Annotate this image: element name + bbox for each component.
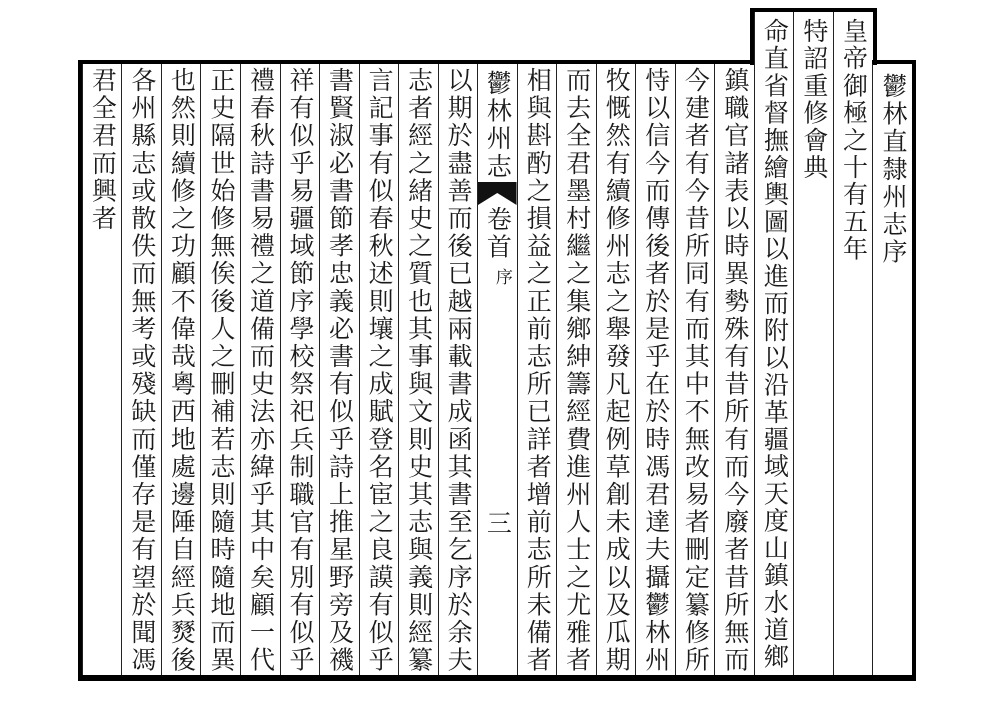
text-column bbox=[675, 64, 715, 675]
page-number: 三 bbox=[483, 510, 513, 538]
column-text: 書賢淑必書節孝忠義必書有似乎詩上推星野旁及禨 bbox=[325, 67, 355, 675]
center-section-label: 卷首 bbox=[483, 206, 513, 262]
text-column bbox=[200, 64, 240, 675]
column-text: 禮春秋詩書易禮之道備而史法亦緯乎其中矣顧一代 bbox=[246, 67, 276, 675]
text-column bbox=[161, 64, 201, 675]
text-column bbox=[438, 64, 478, 675]
column-text: 志者經之緒史之質也其事與文則史其志與義則經纂 bbox=[404, 67, 434, 675]
raised-column-2 bbox=[793, 12, 833, 675]
column-text: 皇帝御極之十有五年 bbox=[839, 18, 869, 263]
fish-tail-mark bbox=[478, 182, 517, 205]
text-column bbox=[398, 64, 438, 675]
text-column bbox=[635, 64, 675, 675]
column-text: 君全君而興者 bbox=[88, 67, 118, 233]
column-text: 也然則續修之功顧不偉哉粵西地處邊陲自經兵燹後 bbox=[167, 67, 197, 675]
column-text: 牧慨然有續修州志之舉發凡起例草創未成以及瓜期 bbox=[602, 67, 632, 675]
column-preface-title bbox=[872, 64, 912, 675]
text-column bbox=[596, 64, 636, 675]
center-folding-column bbox=[477, 64, 517, 675]
column-text: 鎮職官諸表以時異勢殊有昔所有而今廢者昔所無而 bbox=[720, 67, 750, 675]
raised-column-3 bbox=[754, 12, 794, 675]
text-column bbox=[714, 64, 754, 675]
preface-title-text: 鬱林直隸州志序 bbox=[878, 73, 908, 267]
text-column bbox=[319, 64, 359, 675]
text-column bbox=[517, 64, 557, 675]
column-text: 今建者有今昔所同有而其中不無改易者刪定纂修所 bbox=[681, 67, 711, 675]
column-text: 各州縣志或散佚而無考或殘缺而僅存是有望於聞馮 bbox=[127, 67, 157, 675]
center-book-title: 鬱林州志 bbox=[483, 70, 513, 181]
column-text: 命直省督撫繪輿圖以進而附以沿革疆域天度山鎮水道鄉 bbox=[760, 18, 790, 671]
column-text: 祥有似乎易疆域節序學校祭祀兵制職官有別有似乎 bbox=[286, 67, 316, 675]
column-text: 特詔重修會典 bbox=[799, 18, 829, 182]
text-column bbox=[121, 64, 161, 675]
column-text: 相與斟酌之損益之正前志所已詳者增前志所未備者 bbox=[523, 67, 553, 675]
page-frame bbox=[78, 18, 916, 681]
column-text: 恃以信今而傳後者於是乎在於時馮君達夫攝鬱林州 bbox=[641, 67, 671, 675]
column-text: 正史隔世始修無俟後人之刪補若志則隨時隨地而異 bbox=[206, 67, 236, 675]
text-column bbox=[240, 64, 280, 675]
column-text: 而去全君墨村繼之集鄉紳籌經費進州人士之尤雅者 bbox=[562, 67, 592, 675]
text-column bbox=[280, 64, 320, 675]
center-subsection-label: 序 bbox=[491, 268, 512, 286]
column-text: 以期於盡善而後已越兩載書成函其書至乞序於余夫 bbox=[444, 67, 474, 675]
text-column bbox=[359, 64, 399, 675]
raised-column-1 bbox=[833, 12, 873, 675]
column-text: 言記事有似春秋述則壤之成賦登名宦之良謨有似乎 bbox=[365, 67, 395, 675]
text-column bbox=[82, 64, 122, 675]
column-grid bbox=[82, 18, 912, 675]
text-column bbox=[556, 64, 596, 675]
